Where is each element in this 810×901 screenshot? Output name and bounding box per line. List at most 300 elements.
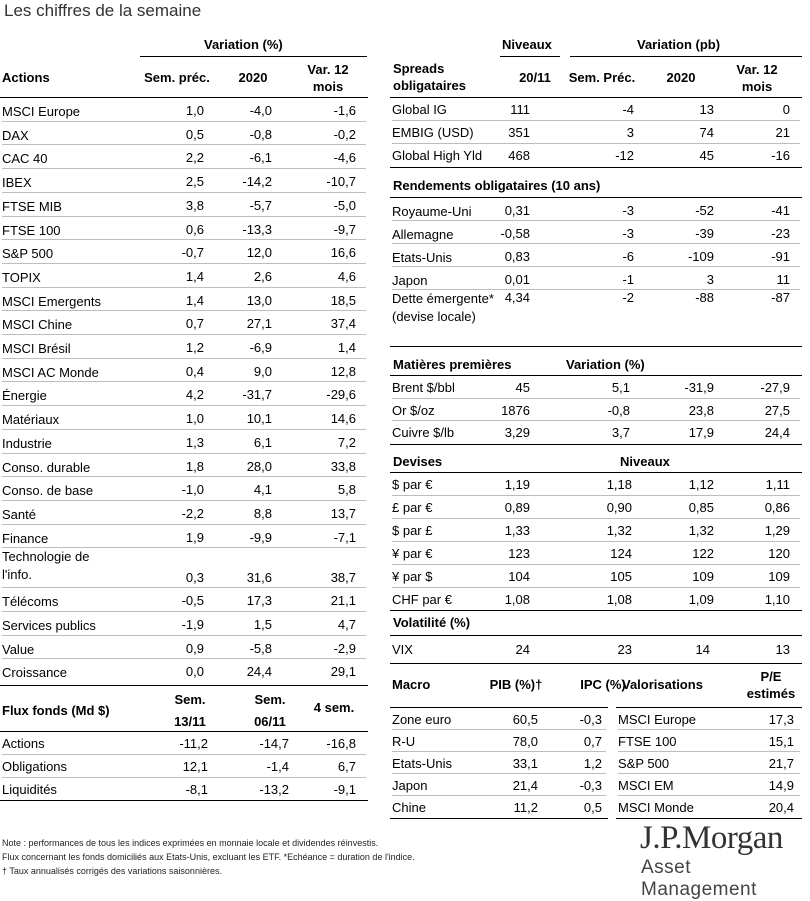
actions-row-label: FTSE 100 — [2, 222, 61, 238]
actions-row-value: 9,0 — [253, 363, 272, 379]
rendements-row-value: -3 — [622, 203, 634, 218]
volatilite-bottom-rule — [390, 663, 802, 664]
macro-row-value: 0,7 — [583, 734, 602, 749]
devises-row-value: 1,32 — [606, 523, 632, 538]
macro-col-pib: PIB (%)† — [489, 677, 543, 692]
actions-row — [2, 288, 366, 312]
devises-niveaux-header: Niveaux — [620, 454, 670, 469]
actions-row-value: 17,3 — [246, 593, 272, 609]
actions-row-value: 0,9 — [185, 640, 204, 656]
actions-row — [2, 588, 366, 612]
actions-row — [2, 430, 366, 454]
actions-row-value: 13,0 — [246, 292, 272, 308]
devises-row-label: CHF par € — [392, 592, 452, 607]
actions-row — [2, 145, 366, 169]
actions-row-value: -0,2 — [333, 126, 356, 142]
devises-row-value: 1,09 — [688, 592, 714, 607]
actions-row-value: 5,8 — [337, 482, 356, 498]
matieres-row-value: 17,9 — [688, 425, 714, 441]
actions-row-value: 2,2 — [185, 150, 204, 166]
devises-col-label: Devises — [393, 454, 443, 469]
flux-row-value: -14,7 — [259, 736, 289, 751]
matieres-row-value: 5,1 — [611, 380, 630, 395]
actions-row-value: 27,1 — [246, 316, 272, 332]
actions-row — [2, 501, 366, 525]
flux-row — [2, 732, 366, 755]
actions-row — [2, 636, 366, 660]
rendements-row-value: -6 — [622, 249, 634, 264]
actions-row-value: -5,8 — [249, 640, 272, 656]
volatilite-row-value: 23 — [617, 642, 632, 657]
spreads-row-value: 468 — [508, 148, 530, 163]
devises-row-value: 1,32 — [688, 523, 714, 538]
spreads-header-rule-b — [570, 56, 802, 57]
macro-row-label: Zone euro — [392, 712, 452, 727]
macro-row-label: Etats-Unis — [392, 756, 452, 771]
rendements-row-label: Japon — [392, 273, 428, 288]
rendements-row-label: Allemagne — [392, 227, 454, 242]
volatilite-row-value: 13 — [775, 642, 790, 657]
actions-row-value: 0,6 — [185, 221, 204, 237]
actions-row-label: Services publics — [2, 618, 96, 633]
flux-row-value: -8,1 — [185, 782, 208, 797]
matieres-row-value: 24,4 — [764, 425, 790, 441]
rendements-row-value: 3 — [706, 272, 714, 287]
actions-row-label: Technologie de l'info. — [2, 549, 90, 583]
flux-row-label: Liquidités — [2, 782, 57, 797]
actions-row-value: -2,2 — [181, 505, 204, 521]
actions-row-value: 0,0 — [185, 664, 204, 680]
actions-row-value: 1,5 — [253, 617, 272, 632]
macro-col-ipc: IPC (%) — [580, 677, 626, 692]
actions-row-value: 14,6 — [330, 411, 356, 427]
actions-row-value: 10,1 — [246, 411, 272, 427]
flux-row-value: -9,1 — [333, 782, 356, 797]
rendements-bottom-rule — [390, 346, 802, 347]
devises-row-value: 1,29 — [764, 523, 790, 538]
devises-row-value: 0,90 — [606, 500, 632, 515]
spreads-row-value: -12 — [615, 148, 634, 163]
macro-row — [392, 708, 606, 730]
actions-row-value: -14,2 — [242, 174, 272, 190]
footnote-2: Flux concernant les fonds domiciliés aux Etats-Unis, excluant les ETF. *Echéance = duration de l'indice. — [2, 852, 415, 862]
actions-col-sem: Sem. préc. — [144, 70, 210, 85]
actions-row-value: 1,3 — [185, 434, 204, 450]
actions-row-label: MSCI Brésil — [2, 341, 71, 356]
page-title: Les chiffres de la semaine — [4, 1, 202, 20]
spreads-row-value: -4 — [622, 102, 634, 117]
flux-row-label: Obligations — [2, 759, 68, 774]
actions-row-value: 31,6 — [246, 570, 272, 586]
actions-row-value: -10,7 — [326, 174, 356, 190]
devises-row-value: 0,86 — [764, 500, 790, 515]
valorisations-col-label: Valorisations — [622, 677, 703, 692]
actions-row-value: 4,7 — [337, 617, 356, 632]
actions-row-value: 4,6 — [337, 268, 356, 284]
actions-row-label: MSCI Chine — [2, 317, 73, 333]
rendements-row — [392, 221, 800, 244]
valorisations-col-pe: P/E estimés — [746, 669, 796, 701]
flux-col-1: Sem. 13/11 — [174, 692, 206, 729]
actions-row-value: 1,4 — [185, 268, 204, 284]
actions-row-label: Énergie — [2, 388, 47, 404]
actions-row-value: 8,8 — [253, 505, 272, 521]
actions-row-value: -1,0 — [181, 482, 204, 498]
actions-row-value: 33,8 — [330, 458, 356, 474]
matieres-row-value: -31,9 — [684, 380, 714, 395]
macro-row — [392, 774, 606, 796]
matieres-row-value: 23,8 — [688, 402, 714, 418]
volatilite-row-value: 24 — [515, 642, 530, 657]
macro-row — [392, 796, 606, 818]
spreads-variation-header: Variation (pb) — [637, 37, 721, 52]
actions-row-label: TOPIX — [2, 269, 41, 285]
actions-row-value: -0,8 — [249, 126, 272, 142]
flux-col-3: 4 sem. — [313, 700, 355, 715]
spreads-bottom-rule — [390, 167, 802, 168]
devises-row — [392, 542, 800, 565]
valorisations-row-label: FTSE 100 — [618, 734, 677, 749]
volatilite-col-label: Volatilité (%) — [393, 615, 471, 630]
actions-row-value: -0,7 — [181, 245, 204, 261]
flux-row-value: 12,1 — [182, 759, 208, 774]
actions-row — [2, 169, 366, 193]
devises-row-value: 1,33 — [504, 523, 530, 538]
rendements-row-value: -88 — [695, 290, 714, 305]
rendements-row-value: -2 — [622, 290, 634, 305]
actions-row — [2, 659, 366, 683]
actions-row-label: MSCI Europe — [2, 104, 81, 119]
actions-row-value: 0,5 — [185, 126, 204, 142]
actions-row — [2, 406, 366, 430]
actions-col-2020: 2020 — [238, 70, 268, 85]
valorisations-row — [618, 752, 800, 774]
actions-row-label: MSCI Emergents — [2, 293, 101, 309]
macro-row-value: 0,5 — [583, 800, 602, 815]
actions-row-value: 21,1 — [330, 593, 356, 609]
macro-row-label: R-U — [392, 734, 416, 749]
devises-row-value: 124 — [610, 546, 632, 561]
valorisations-row-value: 20,4 — [768, 800, 794, 815]
actions-row-value: -9,9 — [249, 529, 272, 545]
spreads-col-sem: Sem. Préc. — [568, 70, 636, 85]
devises-bottom-rule — [390, 610, 802, 611]
rendements-row — [392, 244, 800, 267]
rendements-row-value: -109 — [687, 249, 714, 264]
devises-row-value: 120 — [768, 546, 790, 561]
actions-row-value: 0,7 — [185, 316, 204, 332]
spreads-row-value: 45 — [699, 148, 714, 163]
actions-row-value: 12,0 — [246, 245, 272, 261]
actions-row — [2, 193, 366, 217]
valorisations-row-value: 14,9 — [768, 778, 794, 793]
actions-row-value: -1,9 — [181, 617, 204, 632]
valorisations-row-label: S&P 500 — [618, 756, 670, 771]
actions-row-value: 1,8 — [185, 458, 204, 474]
actions-row-value: -9,7 — [333, 221, 356, 237]
flux-row-value: 6,7 — [337, 759, 356, 774]
devises-row-label: ¥ par € — [392, 546, 433, 561]
spreads-row-value: -16 — [771, 148, 790, 163]
spreads-niveaux-header: Niveaux — [502, 37, 552, 52]
devises-row-value: 109 — [768, 569, 790, 584]
actions-row — [2, 477, 366, 501]
devises-row-value: 1,12 — [688, 477, 714, 492]
rendements-row-value: 0,31 — [504, 203, 530, 218]
valorisations-row — [618, 708, 800, 730]
spreads-row-value: 3 — [626, 125, 634, 140]
actions-row-value: -1,6 — [333, 103, 356, 118]
macro-row-value: -0,3 — [579, 712, 602, 727]
flux-row — [2, 778, 366, 801]
actions-row — [2, 548, 366, 588]
rendements-row-value: -3 — [622, 226, 634, 241]
rendements-row-value: -91 — [771, 249, 790, 264]
actions-row-value: 24,4 — [246, 664, 272, 680]
matieres-row — [392, 399, 800, 422]
rendements-row — [392, 198, 800, 221]
devises-row-value: 1,08 — [504, 592, 530, 607]
macro-row — [392, 752, 606, 774]
flux-col-label: Flux fonds (Md $) — [2, 703, 110, 718]
macro-row-value: 1,2 — [583, 756, 602, 771]
actions-row — [2, 217, 366, 241]
actions-row-value: 1,4 — [185, 292, 204, 308]
actions-row-value: 37,4 — [330, 316, 356, 332]
actions-row-value: 2,6 — [253, 268, 272, 284]
macro-row-value: -0,3 — [579, 778, 602, 793]
actions-row — [2, 359, 366, 383]
actions-row-value: 12,8 — [330, 363, 356, 379]
devises-row-value: 0,85 — [688, 500, 714, 515]
actions-row-label: Value — [2, 641, 35, 657]
valorisations-row — [618, 774, 800, 796]
actions-row-value: -4,6 — [333, 150, 356, 166]
jpmorgan-logo: J.P.Morgan — [640, 820, 783, 856]
rendements-row-value: -39 — [695, 226, 714, 241]
volatilite-row-label: VIX — [392, 642, 413, 657]
actions-row-value: 13,7 — [330, 505, 356, 521]
actions-row-value: 16,6 — [330, 245, 356, 261]
valorisations-row-value: 17,3 — [768, 712, 794, 727]
rendements-row-label: Etats-Unis — [392, 250, 452, 265]
actions-row-value: 7,2 — [337, 434, 356, 450]
matieres-row-label: Brent $/bbl — [392, 380, 455, 395]
rendements-row — [392, 290, 800, 346]
matieres-row — [392, 421, 800, 444]
matieres-row-label: Or $/oz — [392, 402, 435, 418]
actions-row-label: CAC 40 — [2, 151, 48, 167]
spreads-col-var12: Var. 12 mois — [736, 62, 778, 94]
footnote-3: † Taux annualisés corrigés des variations saisonnières. — [2, 866, 222, 876]
actions-row — [2, 98, 366, 122]
valorisations-row — [618, 796, 800, 818]
matieres-row-value: 45 — [515, 380, 530, 395]
devises-row — [392, 588, 800, 611]
spreads-row-value: 13 — [699, 102, 714, 117]
actions-row — [2, 525, 366, 549]
rendements-row-value: 11 — [776, 272, 790, 287]
actions-header-rule — [140, 56, 367, 57]
devises-row — [392, 565, 800, 588]
rendements-row-value: -87 — [771, 290, 790, 305]
devises-row-value: 1,08 — [606, 592, 632, 607]
actions-row — [2, 240, 366, 264]
actions-row-value: -29,6 — [326, 387, 356, 403]
rendements-row-value: -1 — [622, 272, 634, 287]
rendements-row-label: Dette émergente* (devise locale) — [392, 291, 494, 324]
macro-row-value: 33,1 — [512, 756, 538, 771]
flux-row-value: -13,2 — [259, 782, 289, 797]
matieres-row — [392, 376, 800, 399]
actions-row-value: -6,1 — [249, 150, 272, 166]
actions-row-label: Télécoms — [2, 594, 59, 610]
spreads-row-label: Global High Yld — [392, 148, 483, 163]
macro-bottom-rule — [390, 818, 608, 819]
actions-row — [2, 311, 366, 335]
valorisations-bottom-rule — [616, 818, 802, 819]
actions-row-value: 1,4 — [337, 340, 356, 355]
rendements-row-value: -0,58 — [500, 226, 530, 241]
matieres-row-value: -0,8 — [607, 402, 630, 418]
devises-row — [392, 473, 800, 496]
devises-row — [392, 519, 800, 542]
spreads-header-rule-a — [500, 56, 560, 57]
valorisations-row-label: MSCI Europe — [618, 712, 697, 727]
matieres-row-value: 3,29 — [504, 425, 530, 441]
volatilite-row-value: 14 — [695, 642, 710, 657]
actions-row-value: 3,8 — [185, 197, 204, 213]
devises-row-value: 122 — [692, 546, 714, 561]
rendements-row-value: -41 — [771, 203, 790, 218]
macro-row-value: 78,0 — [512, 734, 538, 749]
actions-row-value: 18,5 — [330, 292, 356, 308]
flux-col-2: Sem. 06/11 — [254, 692, 286, 729]
asset-management-logo: Asset Management — [641, 857, 757, 900]
actions-row-label: S&P 500 — [2, 246, 54, 262]
macro-row-value: 11,2 — [513, 800, 538, 815]
spreads-row-value: 0 — [782, 102, 790, 117]
actions-row — [2, 454, 366, 478]
actions-row-label: FTSE MIB — [2, 198, 62, 214]
spreads-row-label: Global IG — [392, 102, 447, 117]
actions-row-label: Croissance — [2, 665, 68, 681]
actions-row-value: 4,2 — [185, 387, 204, 403]
flux-row-value: -16,8 — [326, 736, 356, 751]
macro-col-label: Macro — [392, 677, 431, 692]
actions-row-value: -13,3 — [242, 221, 272, 237]
actions-col-label: Actions — [2, 70, 50, 85]
flux-row-value: -1,4 — [266, 759, 289, 774]
spreads-col-date: 20/11 — [519, 70, 551, 85]
actions-row-label: DAX — [2, 127, 29, 143]
actions-row-value: -5,7 — [249, 197, 272, 213]
actions-row-value: -2,9 — [333, 640, 356, 656]
actions-row-value: 1,0 — [185, 103, 204, 118]
matieres-row-value: -27,9 — [760, 380, 790, 395]
actions-row-value: -5,0 — [333, 197, 356, 213]
actions-row — [2, 612, 366, 636]
devises-row-value: 1,10 — [764, 592, 790, 607]
actions-row-label: Industrie — [2, 435, 52, 451]
valorisations-row-value: 15,1 — [768, 734, 794, 749]
actions-variation-header: Variation (%) — [204, 37, 283, 52]
valorisations-row — [618, 730, 800, 752]
spreads-row-value: 21 — [775, 125, 790, 140]
actions-row-value: 1,2 — [185, 340, 204, 355]
matieres-row-value: 3,7 — [611, 425, 630, 441]
actions-row-value: 1,0 — [185, 411, 204, 427]
actions-bottom-rule — [0, 685, 368, 686]
spreads-row — [392, 98, 800, 121]
actions-row-value: 29,1 — [330, 664, 356, 680]
actions-row-value: 38,7 — [330, 570, 356, 586]
valorisations-row-label: MSCI EM — [618, 778, 674, 793]
actions-row-label: Conso. de base — [2, 483, 94, 499]
rendements-col-label: Rendements obligataires (10 ans) — [393, 178, 601, 193]
macro-row — [392, 730, 606, 752]
devises-row-value: 109 — [692, 569, 714, 584]
devises-row-value: 1,11 — [765, 477, 790, 492]
volatilite-row — [392, 636, 800, 663]
actions-row-value: -0,5 — [181, 593, 204, 609]
actions-row-value: -4,0 — [249, 103, 272, 118]
spreads-row-value: 74 — [699, 125, 714, 140]
actions-row-label: Matériaux — [2, 412, 60, 428]
actions-row — [2, 335, 366, 359]
macro-row-value: 21,4 — [512, 778, 538, 793]
actions-row — [2, 264, 366, 288]
actions-col-var12: Var. 12 mois — [307, 62, 349, 94]
macro-row-value: 60,5 — [512, 712, 538, 727]
flux-row — [2, 755, 366, 778]
devises-row-value: 123 — [508, 546, 530, 561]
actions-row-value: -7,1 — [333, 529, 356, 545]
rendements-row-value: -23 — [771, 226, 790, 241]
valorisations-row-label: MSCI Monde — [618, 800, 694, 815]
actions-row-label: Finance — [2, 530, 49, 546]
devises-row-value: 1,19 — [504, 477, 530, 492]
spreads-row-value: 111 — [510, 102, 530, 117]
matieres-row-label: Cuivre $/lb — [392, 425, 455, 441]
actions-row-label: IBEX — [2, 175, 32, 191]
rendements-row-value: -52 — [695, 203, 714, 218]
spreads-row-value: 351 — [508, 125, 530, 140]
flux-row-label: Actions — [2, 736, 45, 751]
macro-row-label: Japon — [392, 778, 428, 793]
macro-row-label: Chine — [392, 800, 426, 815]
rendements-row — [392, 267, 800, 290]
actions-row — [2, 382, 366, 406]
devises-row-value: 105 — [610, 569, 632, 584]
actions-row-value: 6,1 — [253, 434, 272, 450]
matieres-bottom-rule — [390, 444, 802, 445]
devises-row-value: 104 — [508, 569, 530, 584]
devises-row-label: £ par € — [392, 500, 433, 515]
footnote-1: Note : performances de tous les indices exprimées en monnaie locale et dividendes réinvestis. — [2, 838, 379, 848]
devises-row-value: 0,89 — [504, 500, 530, 515]
matieres-row-value: 27,5 — [764, 402, 790, 418]
rendements-row-value: 4,34 — [504, 290, 530, 305]
spreads-row — [392, 121, 800, 144]
valorisations-row-value: 21,7 — [768, 756, 794, 771]
flux-bottom-rule — [0, 800, 368, 801]
actions-row-value: 4,1 — [253, 482, 272, 498]
actions-row-value: 2,5 — [185, 174, 204, 190]
actions-row — [2, 122, 366, 146]
spreads-row-label: EMBIG (USD) — [392, 125, 474, 140]
spreads-col-label: Spreads obligataires — [393, 61, 466, 93]
